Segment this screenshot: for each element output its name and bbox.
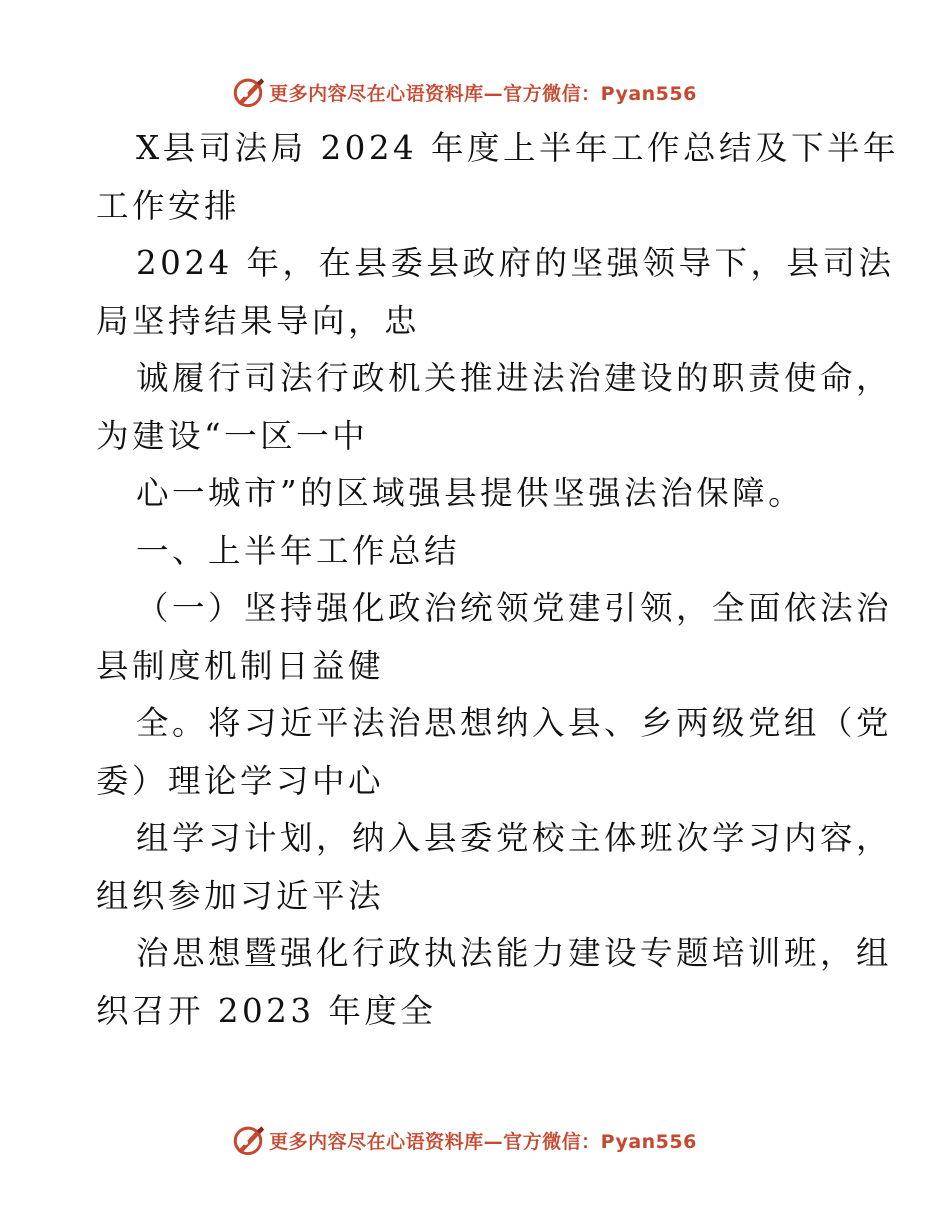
text-line: 心一城市”的区域强县提供坚强法治保障。: [136, 474, 805, 512]
text-line: 诚履行司法行政机关推进法治建设的职责使命，: [136, 359, 893, 397]
watermark-text: 更多内容尽在心语资料库—官方微信：Pyan556: [269, 82, 697, 105]
text-line: 委）理论学习中心: [96, 761, 385, 800]
watermark-text: 更多内容尽在心语资料库—官方微信：Pyan556: [269, 1130, 697, 1153]
text-line: 2024 年，在县委县政府的坚强领导下，县司法: [136, 244, 895, 282]
text-line: 组学习计划，纳入县委党校主体班次学习内容，: [136, 819, 893, 857]
header-watermark: [0, 72, 950, 112]
text-line: 一、上半年工作总结: [136, 531, 461, 570]
text-line: 组织参加习近平法: [96, 876, 385, 915]
text-line: X县司法局 2024 年度上半年工作总结及下半年: [136, 129, 900, 167]
document-body: [96, 120, 900, 1040]
text-line: 县制度机制日益健: [96, 646, 385, 685]
text-line: 局坚持结果导向，忠: [96, 301, 421, 340]
pen-logo-icon: [231, 1123, 265, 1157]
pen-logo-icon: [231, 75, 265, 109]
text-line: （一）坚持强化政治统领党建引领，全面依法治: [136, 589, 893, 627]
text-line: 工作安排: [96, 186, 241, 225]
text-line: 治思想暨强化行政执法能力建设专题培训班，组: [136, 934, 893, 972]
text-line: 全。将习近平法治思想纳入县、乡两级党组（党: [136, 704, 893, 742]
footer-watermark: [0, 1120, 950, 1160]
text-line: 织召开 2023 年度全: [96, 991, 437, 1030]
text-line: 为建设“一区一中: [96, 416, 369, 455]
